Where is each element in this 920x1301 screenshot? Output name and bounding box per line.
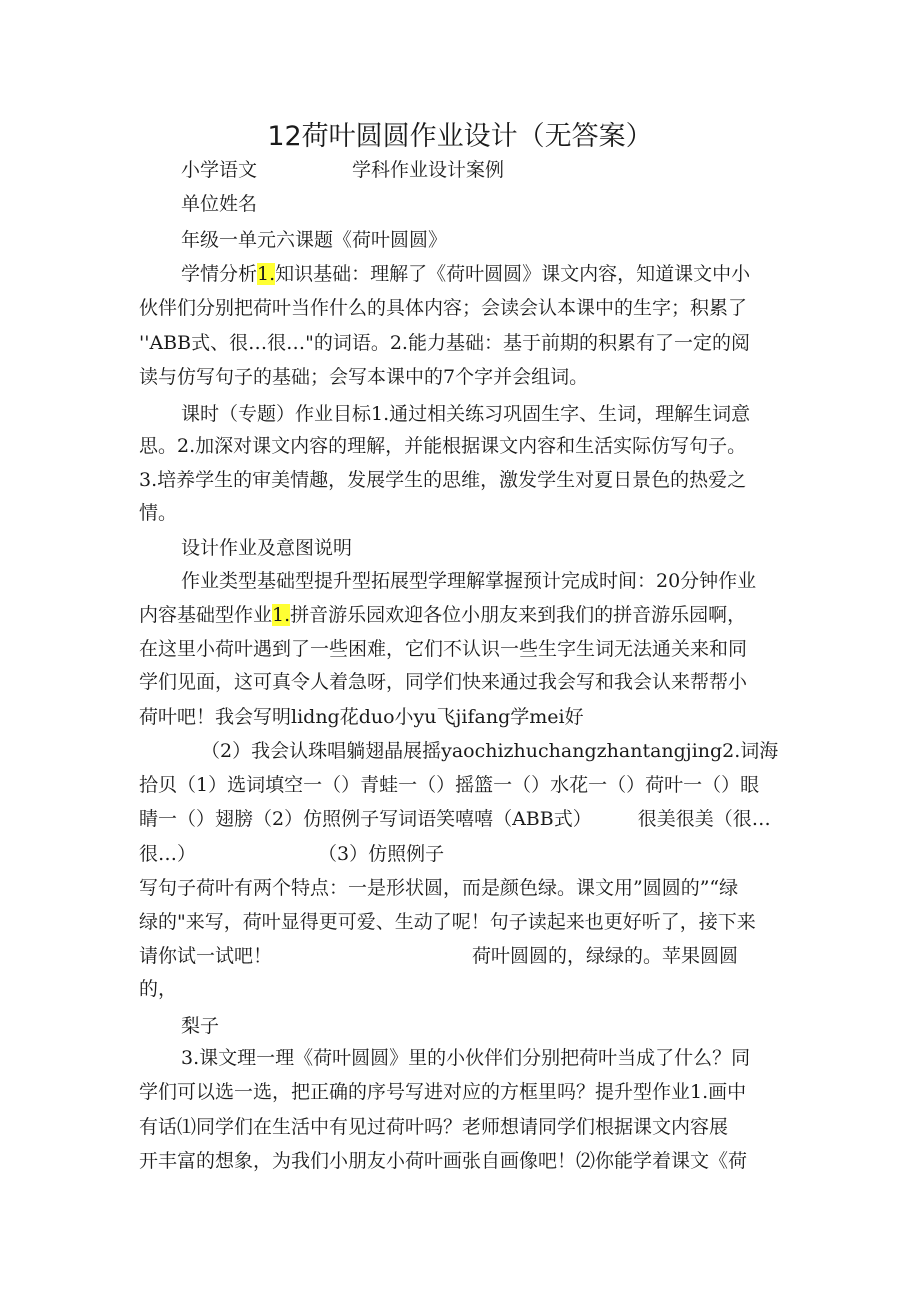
homework-line-3: 在这里小荷叶遇到了一些困难，它们不认识一些生字生词无法通关来和同 [139,638,748,660]
subject-line [181,158,504,182]
analysis-line-2: 伙伴们分别把荷叶当作什么的具体内容；会读会认本课中的生字；积累了 [139,297,748,319]
section3-line-2: 学们可以选一选，把正确的序号写进对应的方框里吗？提升型作业1.画中 [139,1081,747,1103]
highlight-mark: 1. [257,263,276,285]
homework-text: 很…） [139,843,197,865]
goals-line-1: 课时（专题）作业目标1.通过相关练习巩固生字、生词，理解生词意 [181,403,751,425]
homework-line-6: （2）我会认珠唱躺翅晶展摇yaochizhuchangzhantangjing2.词海 [201,740,779,762]
grade-line: 年级一单元六课题《荷叶圆圆》 [181,229,448,251]
homework-text: 拼音游乐园欢迎各位小朋友来到我们的拼音游乐园啊， [290,604,747,626]
homework-line-1: 作业类型基础型提升型拓展型学理解掌握预计完成时间：20分钟作业 [181,570,757,592]
homework-line-13: 的， [139,978,178,1000]
subject-label: 小学语文 [181,159,258,181]
goals-line-3: 3.培养学生的审美情趣，发展学生的思维，激发学生对夏日景色的热爱之 [139,469,747,491]
analysis-line-4: 读与仿写句子的基础；会写本课中的7个字并会组词。 [139,366,589,388]
design-heading: 设计作业及意图说明 [181,537,353,559]
unit-name-line: 单位姓名 [181,193,258,215]
homework-line-5: 荷叶吧！我会写明lidng花duo小yu飞jifang学mei好 [139,706,584,728]
homework-line-4: 学们见面，这可真令人着急呀，同学们快来通过我会写和我会认来帮帮小 [139,671,748,693]
homework-line-12 [139,944,738,968]
homework-line-7: 拾贝（1）选词填空一（）青蛙一（）摇篮一（）水花一（）荷叶一（）眼 [139,774,760,796]
homework-line-10: 写句子荷叶有两个特点：一是形状圆，而是颜色绿。课文用”圆圆的”“绿 [139,877,739,899]
case-label: 学科作业设计案例 [352,159,505,181]
analysis-line-3: ''ABB式、很…很…"的词语。2.能力基础：基于前期的积累有了一定的阅 [139,332,750,354]
homework-text: 很美很美（很… [637,808,771,830]
analysis-line-1 [181,262,750,286]
section3-line-4: 开丰富的想象，为我们小朋友小荷叶画张自画像吧！⑵你能学着课文《荷 [139,1150,748,1172]
section3-line-1: 3.课文理一理《荷叶圆圆》里的小伙伴们分别把荷叶当成了什么？同 [181,1047,751,1069]
homework-text: 请你试一试吧！ [139,945,273,967]
goals-line-2: 思。2.加深对课文内容的理解，并能根据课文内容和生活实际仿写句子。 [139,435,747,457]
analysis-text: 知识基础：理解了《荷叶圆圆》课文内容，知道课文中小 [275,263,751,285]
analysis-label: 学情分析 [181,263,258,285]
homework-line-9 [139,842,444,866]
homework-line-8 [139,807,771,831]
homework-text: （3）仿照例子 [318,843,445,865]
goals-line-4: 情。 [139,502,178,524]
homework-text: 荷叶圆圆的，绿绿的。苹果圆圆 [472,945,739,967]
document-title: 12荷叶圆圆作业设计（无答案） [267,121,653,152]
homework-line-14: 梨子 [181,1015,220,1037]
homework-type-label: 内容基础型作业 [139,604,273,626]
highlight-mark: 1. [272,604,291,626]
section3-line-3: 有话⑴同学们在生活中有见过荷叶吗？老师想请同学们根据课文内容展 [139,1116,729,1138]
homework-text: 睛一（）翅膀（2）仿照例子写词语笑嘻嘻（ABB式） [139,808,592,830]
homework-line-2 [139,603,746,627]
homework-line-11: 绿的"来写，荷叶显得更可爱、生动了呢！句子读起来也更好听了，接下来 [139,911,756,933]
